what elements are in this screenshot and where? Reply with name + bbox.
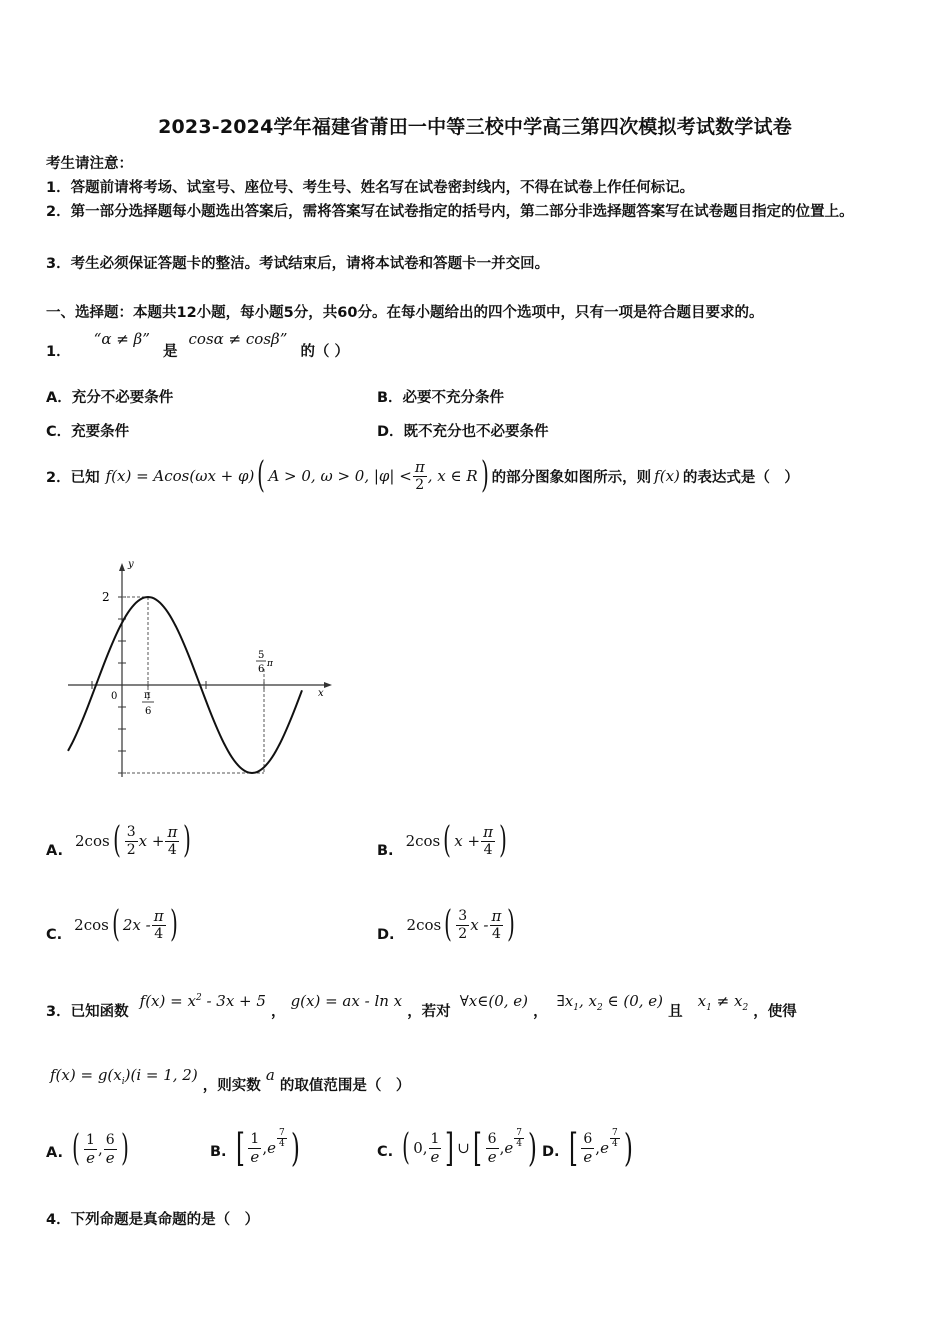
page-title: 2023-2024学年福建省莆田一中等三校中学高三第四次模拟考试数学试卷 [158, 116, 792, 138]
peak-x-pi: π [144, 690, 151, 701]
notice-item-2: 2．第一部分选择题每小题选出答案后，需将答案写在试卷指定的括号内，第二部分非选择题答案写在试卷题目指定的位置上。 [46, 204, 854, 220]
q2-function-graph [62, 555, 332, 785]
q2-option-b: B. 2cos ( x + $\frac{\pi}{4}$ ) [377, 820, 507, 861]
q3-equation: $f(x) = g(x_i)(i = 1$, 2) [50, 1066, 198, 1087]
trough-x-six: 6 [258, 664, 265, 675]
question-3: 3．已知函数 $f(x) = x^2 - 3x + 5$ ， g(x) = ax - ln x ，若对 ∀x∈(0, e) ， $\exists x_1$, $x_2$ ∈ (0, e) 且 $x_1 \ne x_2$ ，使得 [46, 992, 797, 1020]
q2-tail-2: 的表达式是（ ） [682, 469, 799, 486]
notice-item-3: 3．考生必须保证答题卡的整洁。考试结束后，请将本试卷和答题卡一并交回。 [46, 256, 550, 272]
q1-tail: 的（ ） [300, 344, 349, 360]
q3-option-c: C. ( 0, $\frac{1}{e}$ ] ∪ [ $\frac{6}{e}$ , e $\frac{7}{4}$ ) [377, 1126, 537, 1170]
q2-option-d: D. 2cos ( $\frac{3}{2}$ x - $\frac{\pi}{4}$ ) [377, 904, 516, 945]
q1-option-d: D．既不充分也不必要条件 [377, 424, 549, 440]
q3-exists: $\exists x_1$, $x_2$ ∈ (0, e) [556, 992, 664, 1013]
q2-number: 2．已知 [46, 469, 100, 486]
q3-neq: $x_1 \ne x_2$ [697, 992, 749, 1013]
q2-option-a: A. 2cos ( $\frac{3}{2}$ x + $\frac{\pi}{4}$ ) [46, 820, 192, 861]
trough-x-five: 5 [258, 650, 265, 661]
x-axis-label: x [318, 688, 324, 699]
q1-condition-1: “α ≠ β” [93, 330, 150, 348]
q2-condition: A > 0, ω > 0, |φ| < [268, 467, 412, 485]
q1-is: 是 [162, 344, 178, 360]
q3-f-def: $f(x) = x^2 - 3x + 5$ [139, 992, 266, 1010]
q1-option-c: C．充要条件 [46, 424, 130, 440]
q3-option-b: B. [ $\frac{1}{e}$ , e $\frac{7}{4}$ ) [210, 1126, 300, 1170]
question-2 [46, 457, 799, 495]
q3-option-d: D. [ $\frac{6}{e}$ , e $\frac{7}{4}$ ) [542, 1126, 633, 1170]
q2-fx: f(x) [654, 467, 680, 485]
notice-item-1: 1．答题前请将考场、试室号、座位号、考生号、姓名写在试卷密封线内，不得在试卷上作任何标记。 [46, 180, 695, 196]
origin-label: 0 [111, 691, 118, 702]
notice-heading: 考生请注意： [46, 156, 133, 172]
x-axis-arrow [324, 682, 332, 688]
q1-option-a: A．充分不必要条件 [46, 390, 174, 406]
q1-condition-2: cosα ≠ cosβ” [188, 330, 288, 348]
q2-open-paren: ( [257, 455, 266, 496]
question-4: 4．下列命题是真命题的是（ ） [46, 1212, 260, 1228]
q1-option-b: B．必要不充分条件 [377, 390, 505, 406]
q2-function: f(x) = Acos(ωx + φ) [105, 467, 255, 485]
peak-x-six: 6 [145, 706, 152, 717]
q2-pi-over-2: $\frac{\pi}{2}$ [414, 457, 425, 493]
question-1 [46, 328, 349, 360]
q3-option-a: A. ( $\frac{1}{e}$ , $\frac{6}{e}$ ) [46, 1128, 129, 1169]
q2-option-c: C. 2cos ( 2x - $\frac{\pi}{4}$ ) [46, 904, 178, 945]
q3-forall: ∀x∈(0, e) [459, 992, 529, 1010]
q2-condition-tail: , x ∈ R [427, 467, 478, 485]
q1-number: 1． [46, 344, 71, 360]
q2-tail-1: 的部分图象如图所示，则 [491, 469, 652, 486]
y-axis-label: y [128, 559, 134, 570]
q2-close-paren: ) [480, 455, 489, 496]
q3-g-def: g(x) = ax - ln x [290, 992, 403, 1010]
section-1-heading: 一、选择题：本题共12小题，每小题5分，共60分。在每小题给出的四个选项中，只有一项是符合题目要求的。 [46, 305, 764, 321]
trough-x-pi: π [267, 659, 273, 669]
y-axis-arrow [119, 563, 125, 571]
max-value-label: 2 [102, 590, 110, 604]
question-3-line-2: $f(x) = g(x_i)(i = 1$, 2) ，则实数 a 的取值范围是（ ） [50, 1066, 411, 1094]
